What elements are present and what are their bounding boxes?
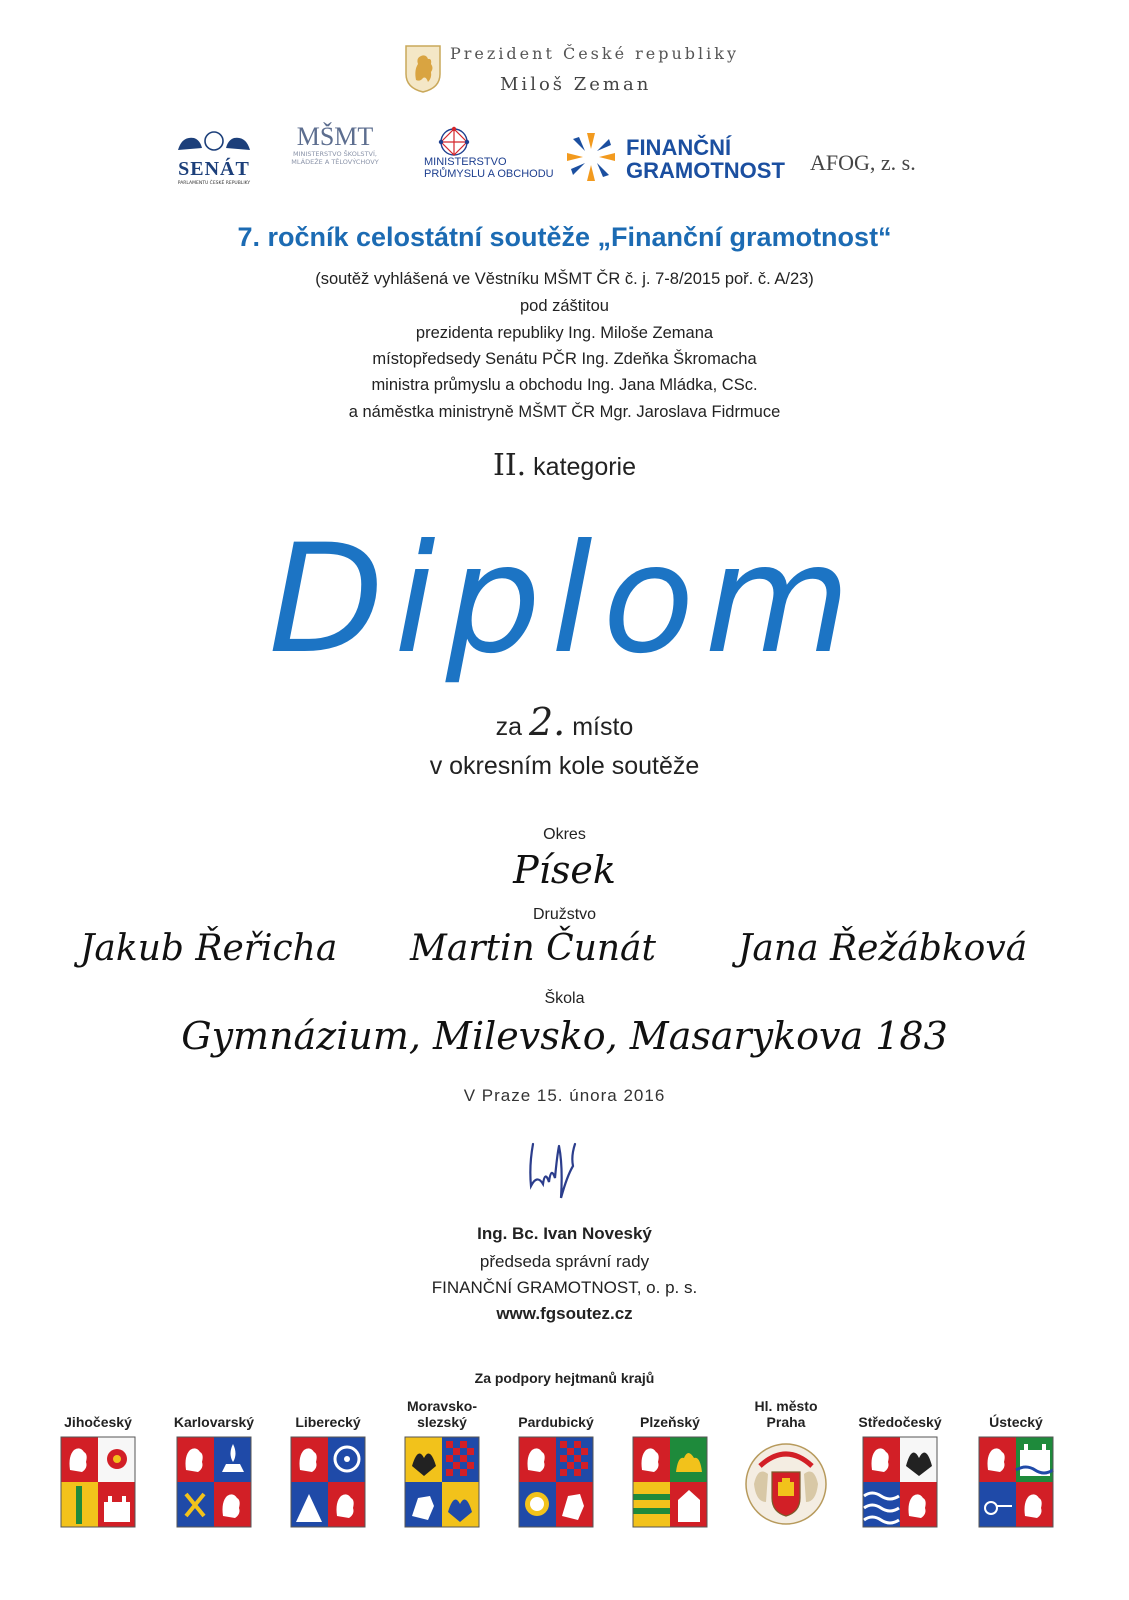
mpo-logo	[424, 124, 554, 180]
region-jihocesky	[42, 1396, 154, 1528]
signature-image	[515, 1126, 595, 1206]
region-name: Liberecký	[295, 1414, 361, 1430]
competition-title: 7. ročník celostátní soutěže „Finanční gramotnost“	[237, 222, 892, 252]
pardubicky-coat-of-arms-icon	[518, 1436, 594, 1528]
award-place	[0, 700, 1129, 744]
award-prefix: za	[495, 713, 523, 741]
region-karlovarsky	[158, 1396, 270, 1528]
award-round: v okresním kole soutěže	[429, 752, 700, 780]
region-name: Hl. město Praha	[754, 1398, 818, 1430]
region-ustecky	[960, 1396, 1072, 1528]
msmt-sub-1: MINISTERSTVO ŠKOLSTVÍ,	[293, 150, 377, 158]
signer-organization: FINANČNÍ GRAMOTNOST, o. p. s.	[431, 1278, 698, 1297]
mpo-globe-icon	[424, 124, 484, 156]
district-value: Písek	[513, 848, 616, 892]
school-value: Gymnázium, Milevsko, Masarykova 183	[181, 1014, 948, 1058]
competition-subtitle: (soutěž vyhlášená ve Věstníku MŠMT ČR č. j. 7-8/2015 poř. č. A/23)	[315, 270, 814, 288]
fg-line-2: GRAMOTNOST	[626, 158, 785, 183]
region-name: Ústecký	[989, 1414, 1043, 1430]
liberecky-coat-of-arms-icon	[290, 1436, 366, 1528]
patron-line: a náměstka ministryně MŠMT ČR Mgr. Jaroslava Fidrmuce	[348, 403, 781, 421]
award-suffix: místo	[572, 713, 634, 741]
support-heading: Za podpory hejtmanů krajů	[474, 1370, 655, 1386]
msmt-logo	[280, 124, 390, 166]
czech-lion-emblem-icon	[404, 44, 442, 94]
msmt-sub-2: MLÁDEŽE A TĚLOVÝCHOVY	[291, 158, 379, 166]
senat-logo	[172, 128, 256, 186]
president-name: Miloš Zeman	[500, 74, 652, 95]
fg-line-1: FINANČNÍ	[626, 135, 732, 160]
region-pardubicky	[500, 1396, 612, 1528]
moravskoslezsky-coat-of-arms-icon	[404, 1436, 480, 1528]
award-place-number: 2.	[529, 700, 566, 744]
patron-line: pod záštitou	[520, 297, 609, 315]
plzensky-coat-of-arms-icon	[632, 1436, 708, 1528]
region-name: Karlovarský	[173, 1414, 255, 1430]
afog-logo: AFOG, z. s.	[810, 150, 916, 175]
region-praha	[730, 1396, 842, 1528]
patron-line: ministra průmyslu a obchodu Ing. Jana Mládka, CSc.	[371, 376, 758, 394]
jihocesky-coat-of-arms-icon	[60, 1436, 136, 1528]
category	[0, 448, 1129, 483]
region-name: Jihočeský	[64, 1414, 132, 1430]
mpo-sub-2: PRŮMYSLU A OBCHODU	[424, 168, 554, 180]
region-liberecky	[272, 1396, 384, 1528]
region-name: Středočeský	[858, 1414, 942, 1430]
patron-line: prezidenta republiky Ing. Miloše Zemana	[415, 324, 714, 342]
team-member: Jana Řežábková	[738, 928, 1028, 969]
team-member: Jakub Řeřicha	[80, 928, 338, 969]
school-label: Škola	[544, 990, 585, 1007]
district-label: Okres	[543, 826, 586, 843]
senat-name: SENÁT	[178, 158, 250, 180]
praha-coat-of-arms-icon	[738, 1436, 834, 1528]
region-stredocesky	[844, 1396, 956, 1528]
signer-role: předseda správní rady	[479, 1252, 650, 1271]
senat-sub: PARLAMENTU ČESKÉ REPUBLIKY	[177, 181, 251, 186]
ustecky-coat-of-arms-icon	[978, 1436, 1054, 1528]
region-moravskoslezsky	[386, 1396, 498, 1528]
category-number: II.	[492, 448, 527, 483]
diploma-heading: Diplom	[268, 513, 861, 687]
karlovarsky-coat-of-arms-icon	[176, 1436, 252, 1528]
stredocesky-coat-of-arms-icon	[862, 1436, 938, 1528]
msmt-mark: MŠMT	[296, 122, 374, 151]
region-name: Pardubický	[518, 1414, 594, 1430]
patron-line: místopředsedy Senátu PČR Ing. Zdeňka Škromacha	[372, 350, 757, 368]
category-label: kategorie	[533, 453, 637, 481]
team-member: Martin Čunát	[410, 928, 656, 969]
mpo-sub-1: MINISTERSTVO	[424, 156, 507, 168]
president-title: Prezident České republiky	[450, 44, 740, 63]
website-link[interactable]: www.fgsoutez.cz	[496, 1304, 633, 1323]
team-label: Družstvo	[532, 906, 597, 923]
issue-date: V Praze 15. února 2016	[463, 1086, 666, 1105]
fg-sun-icon	[564, 130, 618, 184]
senat-lions-icon	[172, 128, 256, 154]
signer-name: Ing. Bc. Ivan Noveský	[477, 1224, 652, 1243]
region-name: Plzeňský	[640, 1414, 700, 1430]
region-name: Moravsko- slezský	[406, 1398, 478, 1430]
region-plzensky	[614, 1396, 726, 1528]
